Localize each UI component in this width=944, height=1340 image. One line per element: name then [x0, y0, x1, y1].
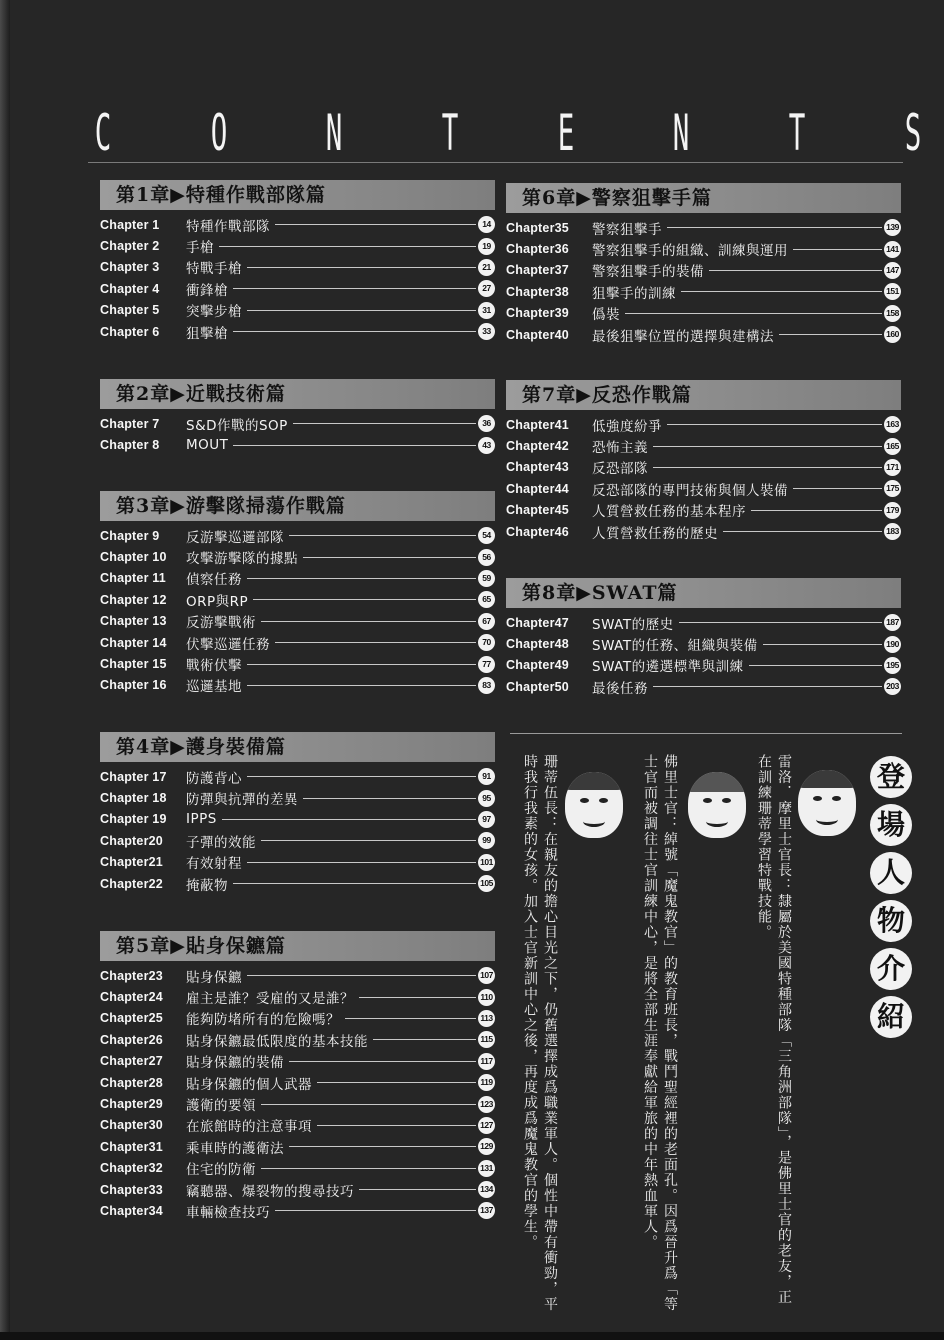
dot-leader: [653, 467, 882, 468]
page-number-badge: 165: [884, 438, 901, 455]
chapter-title: 反恐部隊: [592, 461, 648, 478]
chapter-number: Chapter23: [100, 968, 163, 983]
dot-leader: [247, 975, 476, 976]
chapter-title: 人質營救任務的基本程序: [592, 504, 746, 521]
dot-leader: [359, 997, 476, 998]
chapter-title: 警察狙擊手: [592, 221, 662, 238]
page-number-badge: 14: [478, 216, 495, 233]
dot-leader: [247, 578, 476, 579]
chapter-number: Chapter48: [506, 637, 569, 652]
chapter-number: Chapter44: [506, 481, 569, 496]
toc-entry: [506, 500, 901, 521]
characters-title-char: 物: [870, 900, 912, 942]
chapter-title: 雇主是誰？受雇的又是誰？: [186, 991, 354, 1008]
toc-entry: [100, 589, 495, 610]
chapter-number: Chapter37: [506, 263, 569, 278]
dot-leader: [275, 1210, 476, 1211]
toc-entry: [506, 457, 901, 478]
toc-entry: [100, 1158, 495, 1179]
chapter-title: 戰術伏擊: [186, 658, 242, 675]
page-number-badge: 56: [478, 549, 495, 566]
chapter-number: Chapter 7: [100, 416, 160, 431]
dot-leader: [247, 310, 476, 311]
page-number-badge: 195: [884, 657, 901, 674]
page-number-badge: 115: [478, 1031, 495, 1048]
dot-leader: [763, 644, 882, 645]
chapter-title: 最後狙擊位置的選擇與建構法: [592, 328, 774, 345]
chapter-number: Chapter47: [506, 615, 569, 630]
chapter-number: Chapter30: [100, 1118, 163, 1133]
character-text-line: 時我行我素的女孩。加入士官新訓中心之後，再度成爲魔鬼教官的學生。: [522, 754, 538, 1250]
dot-leader: [247, 267, 476, 268]
dot-leader: [317, 1082, 476, 1083]
toc-section: [100, 379, 495, 456]
chapter-number: Chapter25: [100, 1011, 163, 1026]
toc-entry: [100, 986, 495, 1007]
toc-entry: [506, 281, 901, 302]
dot-leader: [653, 686, 882, 687]
chapter-number: Chapter28: [100, 1075, 163, 1090]
chapter-number: Chapter 8: [100, 438, 160, 453]
chapter-number: Chapter39: [506, 306, 569, 321]
contents-letter: C: [94, 104, 112, 162]
dot-leader: [779, 334, 882, 335]
toc-entry: [100, 1008, 495, 1029]
dot-leader: [247, 664, 476, 665]
toc-section: [100, 732, 495, 894]
dot-leader: [723, 531, 882, 532]
chapter-title: SWAT的歷史: [592, 616, 674, 633]
dot-leader: [275, 224, 476, 225]
dot-leader: [303, 798, 476, 799]
page-number-badge: 127: [478, 1117, 495, 1134]
page-number-badge: 95: [478, 790, 495, 807]
toc-entry: [100, 1051, 495, 1072]
chapter-number: Chapter 13: [100, 614, 167, 629]
toc-entry: [506, 633, 901, 654]
chapter-title: S&D作戰的SOP: [186, 417, 288, 434]
chapter-number: Chapter 17: [100, 769, 167, 784]
chapter-number: Chapter 2: [100, 239, 160, 254]
page-number-badge: 117: [478, 1053, 495, 1070]
chapter-title: 護衛的要領: [186, 1098, 256, 1115]
page-number-badge: 105: [478, 875, 495, 892]
section-header: 第6章▶警察狙擊手篇: [506, 183, 901, 213]
toc-entry: [100, 1200, 495, 1221]
dot-leader: [345, 1018, 476, 1019]
dot-leader: [233, 445, 476, 446]
dot-leader: [247, 776, 476, 777]
page-number-badge: 91: [478, 768, 495, 785]
chapter-title: 反恐部隊的專門技術與個人裝備: [592, 482, 788, 499]
page-number-badge: 147: [884, 262, 901, 279]
page-number-badge: 113: [478, 1010, 495, 1027]
chapter-number: Chapter41: [506, 417, 569, 432]
page-number-badge: 163: [884, 416, 901, 433]
toc-entry: [506, 303, 901, 324]
section-header: 第8章▶SWAT篇: [506, 578, 901, 608]
chapter-number: Chapter32: [100, 1161, 163, 1176]
character-foley: [640, 754, 680, 1312]
dot-leader: [303, 557, 476, 558]
dot-leader: [793, 249, 882, 250]
dot-leader: [233, 288, 476, 289]
page-number-badge: 187: [884, 614, 901, 631]
dot-leader: [289, 1061, 476, 1062]
page-number-badge: 119: [478, 1074, 495, 1091]
dot-leader: [289, 535, 476, 536]
page-number-badge: 171: [884, 459, 901, 476]
chapter-title: 低強度紛爭: [592, 418, 662, 435]
page-number-badge: 175: [884, 480, 901, 497]
dot-leader: [222, 819, 476, 820]
page-number-badge: 70: [478, 634, 495, 651]
page-number-badge: 67: [478, 613, 495, 630]
chapter-title: 恐怖主義: [592, 440, 648, 457]
toc-entry: [506, 676, 901, 697]
chapter-title: 特種作戰部隊: [186, 218, 270, 235]
toc-entry: [100, 809, 495, 830]
toc-entry: [100, 611, 495, 632]
section-header: 第7章▶反恐作戰篇: [506, 380, 901, 410]
chapter-title: 手槍: [186, 240, 214, 257]
toc-entry: [100, 321, 495, 342]
chapter-number: Chapter22: [100, 876, 163, 891]
chapter-title: 防護背心: [186, 770, 242, 787]
character-morris: [754, 754, 794, 1305]
chapter-number: Chapter27: [100, 1054, 163, 1069]
toc-entry: [506, 324, 901, 345]
contents-title: [88, 104, 928, 162]
chapter-title: 反游擊戰術: [186, 615, 256, 632]
chapter-number: Chapter42: [506, 439, 569, 454]
chapter-number: Chapter 15: [100, 657, 167, 672]
chapter-number: Chapter33: [100, 1182, 163, 1197]
chapter-number: Chapter 9: [100, 528, 160, 543]
toc-entry: [100, 546, 495, 567]
chapter-number: Chapter24: [100, 990, 163, 1005]
contents-letter: O: [210, 104, 228, 162]
chapter-title: 乘車時的護衛法: [186, 1140, 284, 1157]
chapter-number: Chapter34: [100, 1203, 163, 1218]
dot-leader: [373, 1039, 476, 1040]
page-number-badge: 151: [884, 283, 901, 300]
page-number-badge: 131: [478, 1160, 495, 1177]
page-number-badge: 129: [478, 1138, 495, 1155]
chapter-title: 竊聽器、爆裂物的搜尋技巧: [186, 1183, 354, 1200]
chapter-title: 貼身保鑣的裝備: [186, 1055, 284, 1072]
toc-entry: [100, 965, 495, 986]
dot-leader: [625, 313, 882, 314]
portrait-foley: [688, 772, 746, 838]
toc-entry: [100, 525, 495, 546]
chapter-title: 特戰手槍: [186, 261, 242, 278]
dot-leader: [653, 446, 882, 447]
toc-entry: [100, 434, 495, 455]
toc-entry: [506, 521, 901, 542]
page-number-badge: 141: [884, 241, 901, 258]
toc-entry: [100, 300, 495, 321]
dot-leader: [679, 622, 882, 623]
page-number-badge: 36: [478, 415, 495, 432]
characters-title-char: 人: [870, 852, 912, 894]
toc-entry: [100, 1115, 495, 1136]
dot-leader: [275, 642, 476, 643]
chapter-title: SWAT的任務、組織與裝備: [592, 638, 758, 655]
chapter-number: Chapter 6: [100, 324, 160, 339]
chapter-number: Chapter35: [506, 220, 569, 235]
chapter-title: 掩蔽物: [186, 877, 228, 894]
toc-section: [506, 183, 901, 345]
contents-letter: E: [557, 104, 575, 162]
page-number-badge: 107: [478, 967, 495, 984]
chapter-title: 車輛檢查技巧: [186, 1204, 270, 1221]
toc-entry: [506, 435, 901, 456]
toc-entry: [100, 1072, 495, 1093]
chapter-title: 巡邏基地: [186, 679, 242, 696]
chapter-number: Chapter26: [100, 1032, 163, 1047]
contents-letter: S: [904, 104, 922, 162]
characters-title: [870, 756, 914, 1038]
chapter-number: Chapter 4: [100, 281, 160, 296]
page-number-badge: 158: [884, 305, 901, 322]
dot-leader: [317, 1125, 476, 1126]
chapter-title: 有效射程: [186, 856, 242, 873]
chapter-number: Chapter46: [506, 524, 569, 539]
page-number-badge: 19: [478, 238, 495, 255]
section-header: 第5章▶貼身保鑣篇: [100, 931, 495, 961]
dot-leader: [749, 665, 882, 666]
chapter-number: Chapter38: [506, 284, 569, 299]
page-left-edge: [0, 0, 10, 1340]
chapter-title: ORP與RP: [186, 593, 249, 610]
chapter-title: 反游擊巡邏部隊: [186, 529, 284, 546]
dot-leader: [247, 685, 476, 686]
chapter-number: Chapter40: [506, 327, 569, 342]
toc-section: [100, 931, 495, 1222]
section-header: 第3章▶游擊隊掃蕩作戰篇: [100, 491, 495, 521]
page-number-badge: 179: [884, 502, 901, 519]
characters-title-char: 登: [870, 756, 912, 798]
toc-entry: [100, 675, 495, 696]
chapter-title: IPPS: [186, 811, 217, 828]
chapter-number: Chapter31: [100, 1139, 163, 1154]
chapter-number: Chapter 16: [100, 678, 167, 693]
chapter-title: 防彈與抗彈的差異: [186, 792, 298, 809]
toc-entry: [100, 257, 495, 278]
title-rule: [88, 162, 903, 163]
toc-entry: [100, 852, 495, 873]
toc-section: [506, 380, 901, 542]
page-number-badge: 183: [884, 523, 901, 540]
chapter-number: Chapter 5: [100, 303, 160, 318]
page-number-badge: 31: [478, 302, 495, 319]
dot-leader: [359, 1189, 476, 1190]
dot-leader: [261, 621, 476, 622]
dot-leader: [247, 862, 476, 863]
page-number-badge: 139: [884, 219, 901, 236]
chapter-number: Chapter 11: [100, 571, 166, 586]
page-number-badge: 21: [478, 259, 495, 276]
chapter-title: 僞裝: [592, 307, 620, 324]
chapter-title: SWAT的遴選標準與訓練: [592, 659, 744, 676]
chapter-number: Chapter 18: [100, 791, 167, 806]
character-text-line: 珊蒂伍長：在親友的擔心目光之下，仍舊選擇成爲職業軍人。個性中帶有衝勁，平: [542, 754, 558, 1312]
chapter-title: 攻擊游擊隊的據點: [186, 551, 298, 568]
page-number-badge: 99: [478, 832, 495, 849]
chapter-number: Chapter29: [100, 1097, 163, 1112]
toc-entry: [100, 653, 495, 674]
toc-entry: [100, 278, 495, 299]
toc-entry: [100, 1093, 495, 1114]
page-number-badge: 83: [478, 677, 495, 694]
character-text-line: 士官而被調往士官訓練中心，是將全部生涯奉獻給軍旅的中年熱血軍人。: [642, 754, 658, 1250]
chapter-number: Chapter20: [100, 833, 163, 848]
chapter-number: Chapter 14: [100, 635, 167, 650]
page-number-badge: 43: [478, 437, 495, 454]
page-bottom-edge: [0, 1332, 944, 1340]
toc-entry: [506, 217, 901, 238]
toc-entry: [100, 413, 495, 434]
chapter-title: 貼身保鑣最低限度的基本技能: [186, 1033, 368, 1050]
page-number-badge: 77: [478, 656, 495, 673]
characters-title-char: 場: [870, 804, 912, 846]
character-sandy: [520, 754, 560, 1312]
page-number-badge: 123: [478, 1096, 495, 1113]
chapter-number: Chapter50: [506, 679, 569, 694]
dot-leader: [233, 331, 476, 332]
toc-entry: [100, 214, 495, 235]
dot-leader: [261, 1168, 476, 1169]
dot-leader: [667, 227, 882, 228]
characters-title-char: 紹: [870, 996, 912, 1038]
chapter-number: Chapter36: [506, 242, 569, 257]
toc-entry: [100, 787, 495, 808]
chapter-title: 貼身保鑣: [186, 969, 242, 986]
dot-leader: [667, 424, 882, 425]
toc-entry: [100, 766, 495, 787]
toc-entry: [506, 655, 901, 676]
toc-entry: [100, 1029, 495, 1050]
contents-letter: T: [788, 104, 806, 162]
page-number-badge: 110: [478, 989, 495, 1006]
page-number-badge: 33: [478, 323, 495, 340]
dot-leader: [261, 1104, 476, 1105]
character-text-line: 雷洛．摩里士官長：隸屬於美國特種部隊「三角洲部隊」，是佛里士官的老友，正: [776, 754, 792, 1305]
chapter-title: 子彈的效能: [186, 834, 256, 851]
chapter-title: 狙擊手的訓練: [592, 285, 676, 302]
toc-entry: [506, 414, 901, 435]
page-number-badge: 54: [478, 527, 495, 544]
toc-entry: [100, 235, 495, 256]
page-number-badge: 59: [478, 570, 495, 587]
page-number-badge: 160: [884, 326, 901, 343]
toc-entry: [100, 1136, 495, 1157]
chapter-number: Chapter43: [506, 460, 569, 475]
section-header: 第4章▶護身裝備篇: [100, 732, 495, 762]
chapter-title: 最後任務: [592, 680, 648, 697]
chapter-number: Chapter 3: [100, 260, 160, 275]
chapter-title: 衝鋒槍: [186, 282, 228, 299]
page-number-badge: 134: [478, 1181, 495, 1198]
chapter-title: 伏擊巡邏任務: [186, 636, 270, 653]
chapter-title: 警察狙擊手的裝備: [592, 264, 704, 281]
character-text-line: 在訓練珊蒂學習特戰技能。: [756, 754, 772, 940]
chapter-title: 住宅的防衛: [186, 1162, 256, 1179]
toc-section: [100, 491, 495, 696]
page-number-badge: 137: [478, 1202, 495, 1219]
chapter-number: Chapter21: [100, 855, 163, 870]
portrait-morris: [798, 770, 856, 836]
toc-entry: [100, 632, 495, 653]
characters-title-char: 介: [870, 948, 912, 990]
dot-leader: [253, 599, 476, 600]
toc-entry: [506, 478, 901, 499]
page-number-badge: 97: [478, 811, 495, 828]
chapter-title: 能夠防堵所有的危險嗎？: [186, 1012, 340, 1029]
chapter-number: Chapter 19: [100, 812, 167, 827]
chapter-number: Chapter45: [506, 503, 569, 518]
character-text-line: 佛里士官：綽號「魔鬼教官」的教育班長，戰鬥聖經裡的老面孔。因爲晉升爲「等: [662, 754, 678, 1312]
toc-entry: [506, 612, 901, 633]
dot-leader: [219, 246, 476, 247]
toc-section: [506, 578, 901, 698]
chapter-number: Chapter49: [506, 658, 569, 673]
toc-entry: [100, 1179, 495, 1200]
toc-entry: [100, 830, 495, 851]
dot-leader: [793, 488, 882, 489]
chapter-title: 狙擊槍: [186, 325, 228, 342]
chapter-title: 警察狙擊手的組織、訓練與運用: [592, 243, 788, 260]
chapter-number: Chapter 10: [100, 550, 167, 565]
chapter-title: 人質營救任務的歷史: [592, 525, 718, 542]
toc-entry: [100, 568, 495, 589]
chapter-title: MOUT: [186, 437, 229, 454]
chapter-number: Chapter 12: [100, 592, 167, 607]
page-number-badge: 190: [884, 636, 901, 653]
portrait-sandy: [565, 772, 623, 838]
page-number-badge: 65: [478, 591, 495, 608]
dot-leader: [289, 1146, 476, 1147]
dot-leader: [681, 291, 882, 292]
toc-entry: [100, 873, 495, 894]
section-divider: [510, 733, 902, 734]
dot-leader: [261, 840, 476, 841]
section-header: 第1章▶特種作戰部隊篇: [100, 180, 495, 210]
contents-letter: T: [441, 104, 459, 162]
chapter-title: 偵察任務: [186, 572, 242, 589]
contents-letter: N: [673, 104, 690, 162]
chapter-title: 貼身保鑣的個人武器: [186, 1076, 312, 1093]
dot-leader: [709, 270, 882, 271]
contents-letter: N: [326, 104, 343, 162]
chapter-number: Chapter 1: [100, 217, 160, 232]
page-number-badge: 101: [478, 854, 495, 871]
toc-entry: [506, 238, 901, 259]
dot-leader: [293, 423, 476, 424]
chapter-title: 突擊步槍: [186, 304, 242, 321]
toc-section: [100, 180, 495, 342]
page-number-badge: 203: [884, 678, 901, 695]
page-number-badge: 27: [478, 280, 495, 297]
section-header: 第2章▶近戰技術篇: [100, 379, 495, 409]
dot-leader: [751, 510, 882, 511]
chapter-title: 在旅館時的注意事項: [186, 1119, 312, 1136]
toc-entry: [506, 260, 901, 281]
dot-leader: [233, 883, 476, 884]
